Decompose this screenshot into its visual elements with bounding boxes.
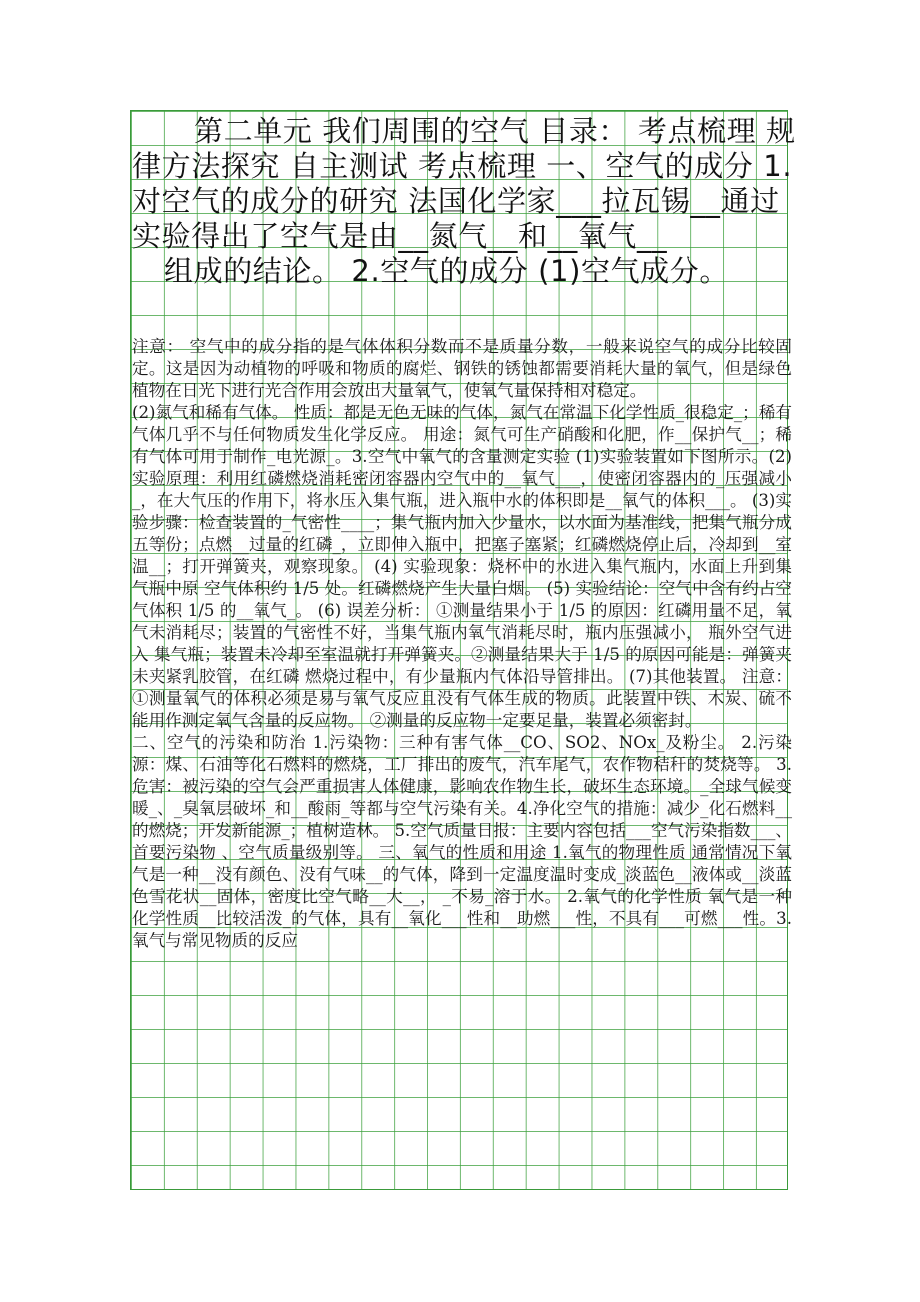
paragraph-pollution-oxygen-properties: 二、空气的污染和防治 1.污染物：三种有害气体__CO、SO2、NOx_及粉尘。 2.污染源：煤、石油等化石燃料的燃烧，工厂排出的废气，汽车尾气，农作物秸秆的焚烧等。 3.危害：被污染的空气会严重损害人体健康，影响农作物生长，破坏生态环境。_全球气候变暖_、_臭氧层破坏_和__酸雨_等都与空气污染有关。4.净化空气的措施：减少_化石燃料__的燃烧；开发新能源_；植树造林。 5.空气质量日报：主要内容包括___空气污染指数___、 首要污染物 、空气质量级别等。 三、氧气的性质和用途 1.氧气的物理性质 通常情况下氧气是一种__没有颜色、没有气味__的气体，降到一定温度温时变成_淡蓝色__液体或__淡蓝色雪花状__固体，密度比空气略__大__， _不易_溶于水。 2.氧气的化学性质 氧气是一种化学性质__比较活泼_的气体，具有__氧化___性和__助燃___性，不具有___可燃___性。3.氧气与常见物质的反应	[132, 733, 792, 950]
paragraph-nitrogen-oxygen-experiment: (2)氮气和稀有气体。 性质：都是无色无味的气体，氮气在常温下化学性质_很稳定_；稀有气体几乎不与任何物质发生化学反应。 用途：氮气可生产硝酸和化肥，作__保护气__；稀有气体可用于制作_电光源_。3.空气中氧气的含量测定实验 (1)实验装置如下图所示。(2)实验原理：利用红磷燃烧消耗密闭容器内空气中的__氧气___，使密闭容器内的_压强减小_，在大气压的作用下，将水压入集气瓶，进入瓶中水的体积即是__氧气的体积___。 (3)实验步骤：检查装置的_气密性____；集气瓶内加入少量水，以水面为基准线，把集气瓶分成五等份；点燃__过量的红磷_，立即伸入瓶中，把塞子塞紧；红磷燃烧停止后，冷却到__室温__；打开弹簧夹，观察现象。 (4) 实验现象：烧杯中的水进入集气瓶内，水面上升到集气瓶中原 空气体积约 1/5 处。红磷燃烧产生大量白烟。 (5) 实验结论：空气中含有约占空气体积 1/5 的__氧气_。 (6) 误差分析： ①测量结果小于 1/5 的原因：红磷用量不足，氧气未消耗尽；装置的气密性不好，当集气瓶内氧气消耗尽时，瓶内压强减小， 瓶外空气进入 集气瓶；装置未冷却至室温就打开弹簧夹。②测量结果大于 1/5 的原因可能是：弹簧夹未夹紧乳胶管，在红磷 燃烧过程中，有少量瓶内气体沿导管排出。 (7)其他装置。 注意： ①测量氧气的体积必须是易与氧气反应且没有气体生成的物质。此装置中铁、木炭、硫不能用作测定氧气含量的反应物。 ②测量的反应物一定要足量，装置必须密封。	[132, 403, 792, 730]
document-body	[132, 336, 792, 952]
paragraph-note: 注意： 空气中的成分指的是气体体积分数而不是质量分数，一般来说空气的成分比较固定。这是因为动植物的呼吸和物质的腐烂、钢铁的锈蚀都需要消耗大量的氧气，但是绿色植物在日光下进行光合作用会放出大量氧气，使氧气量保持相对稳定。	[132, 337, 792, 400]
heading-last-line: 组成的结论。 2.空气的成分 (1)空气成分。	[164, 254, 729, 288]
document-heading	[132, 114, 800, 289]
heading-main: 第二单元 我们周围的空气 目录： 考点梳理 规律方法探究 自主测试 考点梳理 一、空气的成分 1.对空气的成分的研究 法国化学家___拉瓦锡__通过实验得出了空气是由__氮气__和__氧气__	[132, 114, 796, 253]
